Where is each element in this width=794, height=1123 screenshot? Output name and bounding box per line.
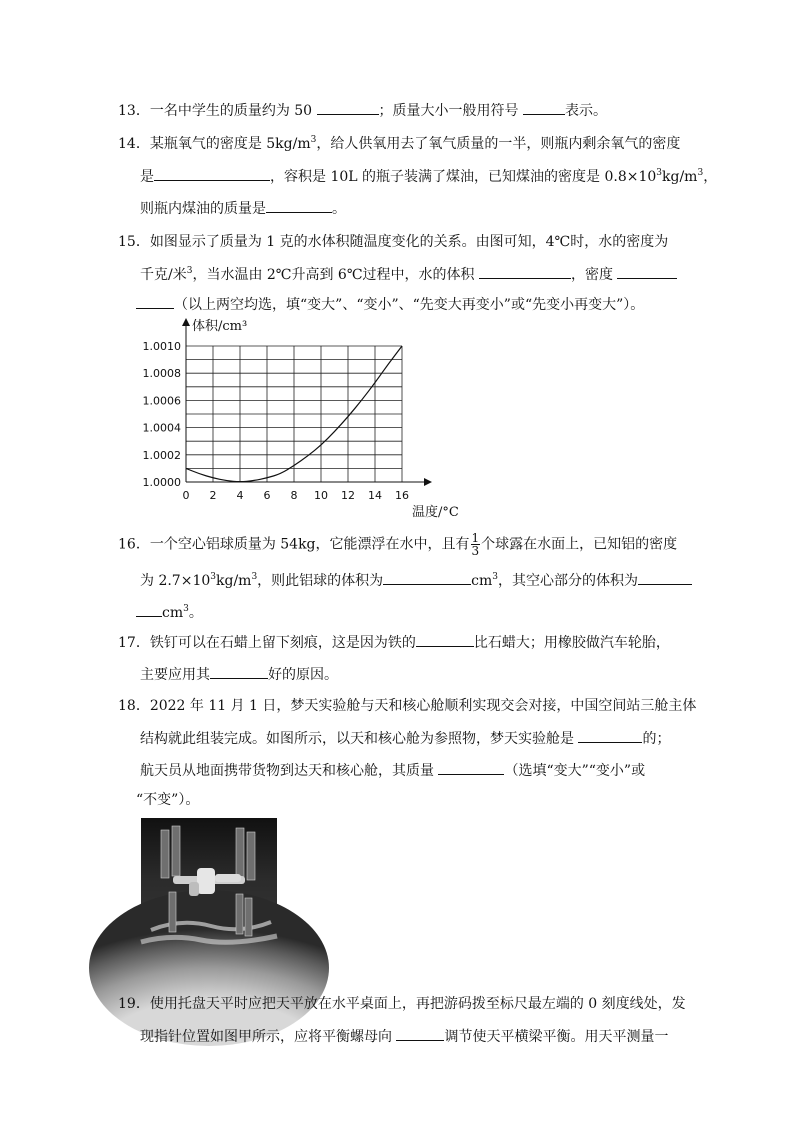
q15-blank-1[interactable] [479, 264, 571, 279]
q18-blank-1[interactable] [578, 728, 642, 743]
q15-text-d: ，密度 [570, 267, 613, 283]
y-tick-label: 1.0010 [142, 340, 181, 353]
q13-text-b: ；质量大小一般用符号 [378, 103, 519, 119]
chart-grid [186, 346, 402, 482]
question-18-line-3 [140, 760, 645, 781]
question-19-line-2 [140, 1026, 668, 1047]
q16-text-a: 16．一个空心铝球质量为 54kg，它能漂浮在水中，且有 [118, 536, 470, 553]
q16-sup-1: 3 [210, 572, 216, 582]
q19-text-a: 19．使用托盘天平时应把天平放在水平桌面上，再把游码拨至标尺最左端的 0 刻度线处，发 [118, 996, 686, 1012]
q14-blank-1[interactable] [154, 166, 270, 181]
q17-blank-2[interactable] [210, 664, 268, 679]
q16-text-i: 。 [188, 605, 203, 621]
y-axis-arrow [182, 318, 190, 326]
x-axis-arrow [424, 478, 432, 486]
q13-text-a: 13．一名中学生的质量约为 50 [118, 103, 313, 119]
q13-text-c: 表示。 [565, 103, 607, 119]
q18-text-b: 结构就此组装完成。如图所示，以天和核心舱为参照物，梦天实验舱是 [140, 731, 574, 747]
q14-blank-2[interactable] [266, 198, 332, 213]
q16-text-g: ，其空心部分的体积为 [498, 573, 639, 589]
q16-blank-2[interactable] [638, 570, 692, 585]
question-16-line-1 [118, 532, 677, 557]
question-17-line-2 [140, 664, 338, 685]
q13-blank-1[interactable] [317, 100, 379, 115]
q14-sup-3: 3 [697, 168, 704, 178]
q16-blank-2-cont[interactable] [136, 602, 162, 617]
q19-text-c: 调节使天平横梁平衡。用天平测量一 [444, 1029, 669, 1045]
q18-text-c: 的； [642, 731, 671, 747]
q15-sup: 3 [186, 266, 193, 276]
q19-text-b: 现指针位置如图甲所示，应将平衡螺母向 [140, 1029, 392, 1045]
q14-text-g: 则瓶内煤油的质量是 [140, 201, 266, 217]
q16-text-h: cm [162, 605, 184, 621]
q15-blank-2-cont[interactable] [136, 294, 174, 309]
question-15-line-2 [140, 264, 677, 285]
q17-text-c: 主要应用其 [140, 667, 210, 683]
q15-blank-2[interactable] [617, 264, 677, 279]
q14-text-b: ，给人供氧用去了氧气质量的一半，则瓶内剩余氧气的密度 [316, 136, 681, 152]
y-tick-label: 1.0004 [142, 421, 181, 435]
question-15-line-1 [118, 232, 668, 252]
q16-text-f: cm [471, 573, 493, 589]
x-tick-label: 14 [368, 489, 382, 502]
q16-text-d: kg/m [216, 573, 252, 589]
q16-sup-4: 3 [183, 604, 189, 614]
q16-text-c: 为 2.7×10 [140, 573, 211, 589]
question-16-line-2 [140, 570, 692, 591]
chart-ticks [143, 340, 410, 502]
q17-text-d: 好的原因。 [268, 667, 338, 683]
y-tick-label: 1.0002 [142, 448, 181, 462]
question-18-line-2 [140, 728, 670, 749]
q14-text-c: 是 [140, 169, 154, 185]
x-tick-label: 4 [236, 489, 244, 502]
q16-text-b: 个球露在水面上，已知铝的密度 [481, 536, 678, 553]
q18-text-f: “不变”）。 [136, 792, 200, 808]
x-tick-label: 2 [209, 489, 217, 502]
y-tick-label: 1.0008 [142, 367, 181, 381]
q14-sup-2: 3 [656, 168, 663, 178]
q15-text-c: ，当水温由 2℃升高到 6℃过程中，水的体积 [192, 267, 475, 283]
q14-text-f: ， [703, 169, 718, 185]
q19-blank-1[interactable] [396, 1026, 444, 1041]
q18-text-a: 18．2022 年 11 月 1 日，梦天实验舱与天和核心舱顺利实现交会对接，中国空间站三舱主体 [118, 698, 697, 714]
x-tick-label: 6 [263, 489, 271, 502]
question-19-line-1 [118, 994, 686, 1014]
x-tick-label: 0 [182, 489, 190, 502]
x-tick-label: 16 [395, 489, 409, 502]
y-axis-label: 体积/cm³ [192, 319, 248, 334]
question-14-line-1 [118, 134, 680, 154]
volume-temperature-chart [136, 312, 459, 522]
question-17-line-1 [118, 632, 670, 653]
y-tick-label: 1.0000 [142, 476, 181, 489]
q15-text-e: （以上两空均选，填“变大”、“变小”、“先变大再变小”或“先变小再变大”）。 [174, 297, 645, 313]
fraction-numerator: 1 [471, 531, 480, 545]
q16-sup-3: 3 [492, 572, 499, 582]
q16-sup-2: 3 [251, 572, 258, 582]
x-tick-label: 8 [290, 489, 298, 502]
fraction-denominator: 3 [471, 544, 480, 558]
q14-text-e: kg/m [662, 169, 698, 185]
q14-text-h: 。 [332, 201, 346, 217]
question-16-line-3 [136, 602, 203, 623]
q14-text-a: 14．某瓶氧气的密度是 5kg/m [118, 136, 311, 152]
question-18-line-1 [118, 696, 696, 716]
question-14-line-2 [140, 166, 717, 187]
q16-text-e: ，则此铝球的体积为 [257, 573, 384, 589]
q15-text-a: 15．如图显示了质量为 1 克的水体积随温度变化的关系。由图可知，4℃时，水的密度为 [118, 234, 669, 250]
q14-text-d: ，容积是 10L 的瓶子装满了煤油，已知煤油的密度是 0.8×10 [270, 169, 657, 185]
x-tick-label: 12 [341, 489, 355, 502]
y-tick-label: 1.0006 [142, 394, 181, 408]
chart-axes [182, 318, 432, 486]
q18-text-d: 航天员从地面携带货物到达天和核心舱，其质量 [140, 763, 434, 779]
question-14-line-3 [140, 198, 346, 219]
q13-blank-2[interactable] [523, 100, 565, 115]
space-station-photo [141, 818, 277, 954]
question-13 [118, 100, 607, 121]
q15-text-b: 千克/米 [140, 267, 187, 283]
x-axis-label: 温度/°C [412, 505, 459, 520]
q16-blank-1[interactable] [383, 570, 471, 585]
q17-blank-1[interactable] [416, 632, 474, 647]
x-tick-label: 10 [314, 489, 328, 502]
q18-text-e: （选填“变大”“变小”或 [504, 763, 646, 779]
q17-text-a: 17．铁钉可以在石蜡上留下刻痕，这是因为铁的 [118, 635, 416, 651]
one-third-fraction [471, 532, 481, 557]
q14-sup: 3 [310, 135, 317, 145]
question-18-line-4 [136, 790, 199, 810]
q18-blank-2[interactable] [438, 760, 504, 775]
q17-text-b: 比石蜡大；用橡胶做汽车轮胎， [473, 635, 670, 651]
